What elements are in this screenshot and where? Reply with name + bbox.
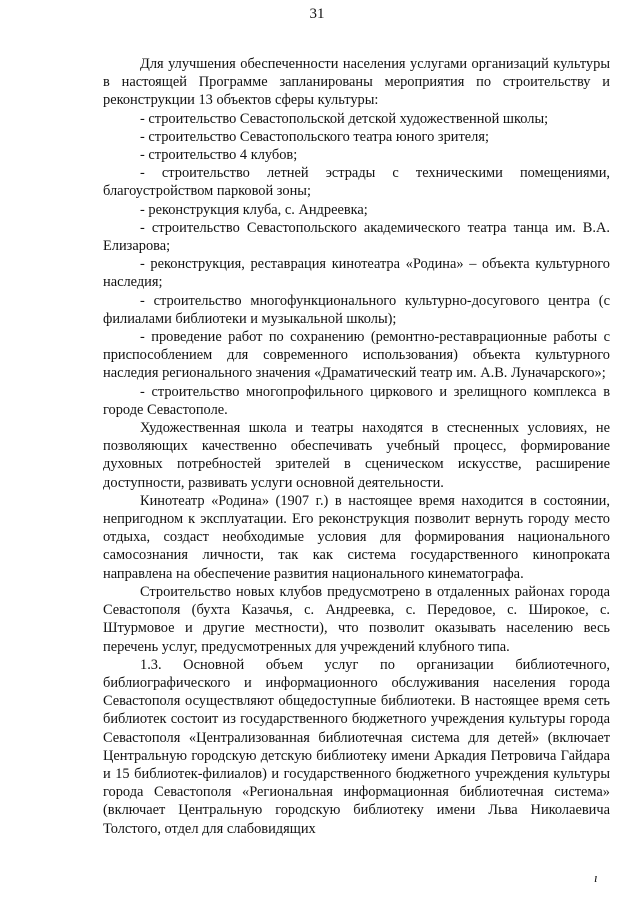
intro-paragraph: Для улучшения обеспеченности населения услугами организаций культуры в настоящей Программе запланированы мероприятия по строительству и реконструкции 13 объектов сферы культуры: <box>103 56 610 109</box>
list-item: - строительство 4 клубов; <box>140 147 298 164</box>
construction-list <box>103 110 610 419</box>
list-item: - реконструкция, реставрация кинотеатра «Родина» – объекта культурного наследия; <box>103 256 610 291</box>
body-paragraph: Кинотеатр «Родина» (1907 г.) в настоящее время находится в состоянии, непригодном к эксплуатации. Его реконструкция позволит вернуть городу место отдыха, создаст необходимые условия для формирования национального самосознания личности, так как система государственного кинопроката направлена на обеспечение развития национального кинематографа. <box>103 492 610 582</box>
body-paragraph: Строительство новых клубов предусмотрено в отдаленных районах города Севастополя (бухта Казачья, с. Андреевка, с. Передовое, с. Широкое, с. Штурмовое и другие местности), что позволит оказывать населению весь перечень услуг, предусмотренных для учреждений клубного типа. <box>103 583 610 655</box>
document-body <box>103 55 610 838</box>
list-item: - реконструкция клуба, с. Андреевка; <box>140 201 368 218</box>
list-item: - проведение работ по сохранению (ремонтно-реставрационные работы с приспособлением для современного использования) объекта культурного наследия регионального значения «Драматический театр им. А.В. Луначарского»; <box>103 329 610 382</box>
list-item: - строительство многофункционального культурно-досугового центра (с филиалами библиотеки и музыкальной школы); <box>103 292 610 327</box>
page-mark: ı <box>594 870 598 885</box>
list-item: - строительство многопрофильного циркового и зрелищного комплекса в городе Севастополе. <box>103 383 610 418</box>
list-item: - строительство Севастопольского театра юного зрителя; <box>140 128 489 145</box>
page-number: 31 <box>309 6 325 22</box>
body-paragraph: Художественная школа и театры находятся в стесненных условиях, не позволяющих качественно обеспечивать учебный процесс, формирование духовных потребностей зрителей в сценическом искусстве, расширение доступности, развивать услуги основной деятельности. <box>103 420 610 491</box>
list-item: - строительство летней эстрады с техническими помещениями, благоустройством парковой зоны; <box>103 165 610 200</box>
list-item: - строительство Севастопольской детской художественной школы; <box>140 110 549 127</box>
list-item: - строительство Севастопольского академического театра танца им. В.А. Елизарова; <box>103 219 610 255</box>
body-paragraph: 1.3. Основной объем услуг по организации библиотечного, библиографического и информационного обслуживания населения города Севастополя осуществляют общедоступные библиотеки. В настоящее время сеть библиотек состоит из государственного бюджетного учреждения культуры города Севастополя «Централизованная библиотечная система для детей» (включает Центральную городскую детскую библиотеку имени Аркадия Петровича Гайдара и 15 библиотек-филиалов) и государственного бюджетного учреждения культуры города Севастополя «Региональная информационная библиотечная система» (включает Центральную городскую библиотеку имени Льва Николаевича Толстого, отдел для слабовидящих <box>103 656 610 837</box>
